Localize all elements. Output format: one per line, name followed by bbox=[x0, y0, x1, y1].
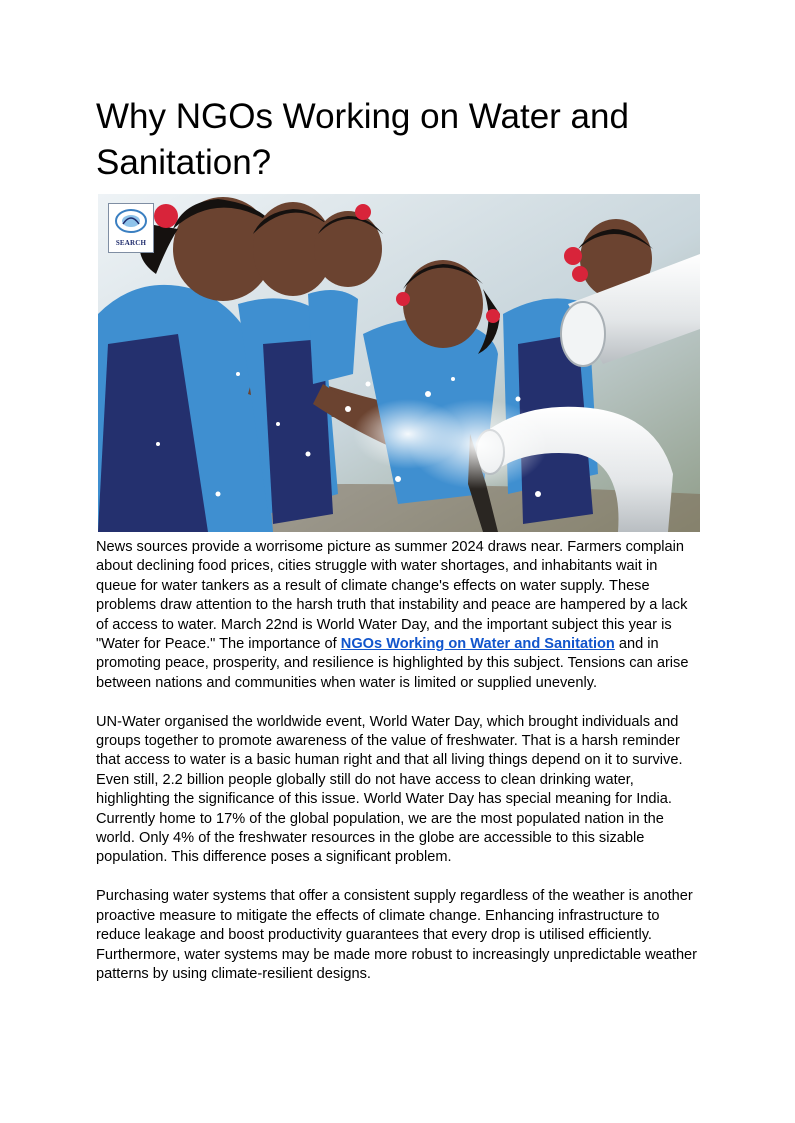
paragraph-3: Purchasing water systems that offer a consistent supply regardless of the weather is another proactive measure to mitigate the effects of climate change. Enhancing infrastructure to reduce leakage and boost productivity guarantees that every drop is utilised efficiently. Furthermore, water systems may be made more robust to increasingly unpredictable weather patterns by using climate-resilient designs. bbox=[96, 888, 698, 982]
logo-text: SEARCH bbox=[115, 239, 147, 247]
search-ngo-logo bbox=[108, 203, 154, 253]
paragraph-1-text-start: News sources provide a worrisome picture as summer 2024 draws near. Farmers complain about declining food prices, cities struggle with water shortages, and inhabitants wait in queue for water tankers as a result of climate change's effects on water supply. These problems draw attention to the harsh truth that instability and peace are hampered by a lack of access to water. March 22nd is World Water Day, and the important subject this year is "Water for Peace." The importance of bbox=[96, 539, 688, 653]
page-title: Why NGOs Working on Water and Sanitation? bbox=[96, 97, 629, 182]
hero-photo bbox=[98, 194, 700, 532]
article-body bbox=[96, 538, 700, 1004]
ngo-water-sanitation-link[interactable]: NGOs Working on Water and Sanitation bbox=[340, 636, 615, 653]
paragraph-1 bbox=[96, 538, 700, 693]
logo-emblem-icon bbox=[109, 204, 153, 238]
children-at-water-pipe-illustration bbox=[98, 194, 700, 532]
paragraph-2: UN-Water organised the worldwide event, World Water Day, which brought individuals and groups together to promote awareness of the value of freshwater. That is a harsh reminder that access to water is a basic human right and that all living things depend on it to survive. Even still, 2.2 billion people globally still do not have access to clean drinking water, highlighting the significance of this issue. World Water Day has special meaning for India. Currently home to 17% of the global population, we are the most populated nation in the world. Only 4% of the freshwater resources in the globe are accessible to this sizable population. This difference poses a significant problem. bbox=[96, 713, 683, 866]
paragraph-1-text-end: and in promoting peace, prosperity, and resilience is highlighted by this subject. Tensions can arise between nations and communities when water is limited or supplied unevenly. bbox=[96, 636, 689, 691]
